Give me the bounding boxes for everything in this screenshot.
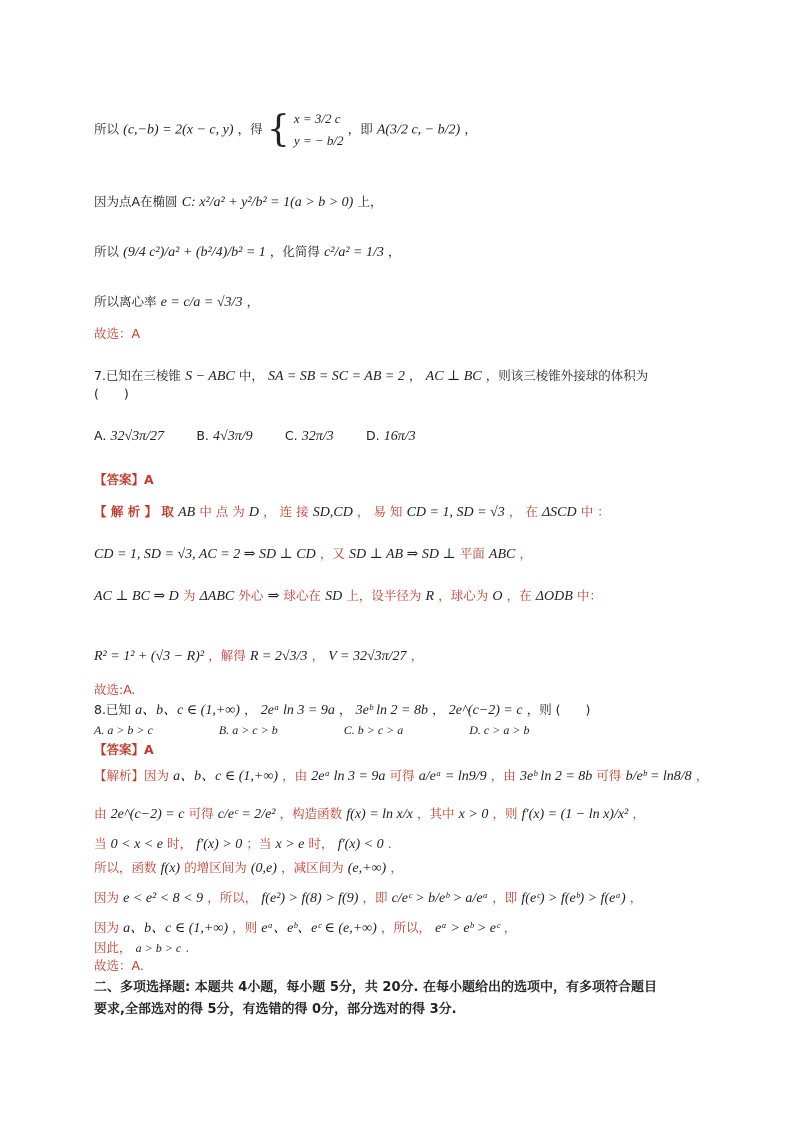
question-8-options <box>94 720 529 740</box>
question-8-result: 故选：A. <box>94 958 144 973</box>
question-7-step2: CD = 1, SD = √3, AC = 2 ⇒ SD ⊥ CD ，又 SD ⊥ AB ⇒ SD ⊥ 平面 ABC ， <box>94 546 533 562</box>
question-8-step3: 当 0 < x < e 时， f′(x) > 0 ；当 x > e 时， f′(x) < 0 . <box>94 836 392 852</box>
question-7-step4: R² = 1² + (√3 − R)² ，解得 R = 2√3/3 ， V = 32√3π/27 ， <box>94 648 424 664</box>
option-a: 32√3π/27 <box>110 429 165 444</box>
question-7-result: 故选:A. <box>94 682 136 697</box>
section-2-heading-line2: 要求,全部选对的得 5分，有选错的得 0分，部分选对的得 3分. <box>94 1002 457 1017</box>
option-c: C. b > c > a <box>343 723 404 737</box>
system-brace: { <box>266 109 290 150</box>
solution-line-simplify: 所以 (9/4 c²)/a² + (b²/4)/b² = 1 ，化简得 c²/a² = 1/3 ， <box>94 244 401 260</box>
question-8-stem: 8.已知 a、b、c ∈ (1,+∞) ， 2eᵃ ln 3 = 9a ， 3eᵇ ln 2 = 8b ， 2e^(c−2) = c ，则 ( ) <box>94 702 591 718</box>
section-2-heading-line1: 二、多项选择题: 本题共 4小题，每小题 5分，共 20分. 在每小题给出的选项中，有多项符合题目 <box>94 980 657 995</box>
question-8-step2: 由 2e^(c−2) = c 可得 c/eᶜ = 2/e² ，构造函数 f(x) = ln x/x ，其中 x > 0 ，则 f′(x) = (1 − ln x)/x² ， <box>94 806 645 822</box>
option-b: 4√3π/9 <box>213 429 253 444</box>
question-8-step7: 因此， a > b > c . <box>94 940 190 955</box>
question-7-step3: AC ⊥ BC ⇒ D 为 ΔABC 外心 ⇒ 球心在 SD 上，设半径为 R ，球心为 O ，在 ΔODB 中： <box>94 588 602 604</box>
question-7-paren: ( ) <box>94 386 129 401</box>
ellipse-equation: C: x²/a² + y²/b² = 1(a > b > 0) <box>181 195 354 210</box>
solution-line-eccentricity: 所以离心率 e = c/a = √3/3 ， <box>94 294 260 310</box>
option-b: B. a > c > b <box>218 723 278 737</box>
question-8-step5: 因为 e < e² < 8 < 9 ，所以， f(e²) > f(8) > f(9) ，即 c/eᶜ > b/eᵇ > a/eᵃ ，即 f(eᶜ) > f(eᵇ) > f(eᵃ) ， <box>94 890 643 906</box>
question-8-step4: 所以，函数 f(x) 的增区间为 (0,e) ，减区间为 (e,+∞) ， <box>94 860 403 876</box>
equation-system: x = 3/2 c y = − b/2 <box>293 111 344 148</box>
question-7-analysis: 【 解 析 】 取 AB 中 点 为 D ， 连 接 SD,CD ， 易 知 CD = 1, SD = √3 ， 在 ΔSCD 中 ： <box>94 504 610 520</box>
question-8-step1: 【解析】因为 a、b、c ∈ (1,+∞) ，由 2eᵃ ln 3 = 9a 可得 a/eᵃ = ln9/9 ，由 3eᵇ ln 2 = 8b 可得 b/eᵇ = ln8/8 ， <box>94 768 709 784</box>
choice-result-6: 故选：A <box>94 326 141 341</box>
question-7-stem: 7.已知在三棱锥 S − ABC 中， SA = SB = SC = AB = 2 ， AC ⊥ BC ，则该三棱锥外接球的体积为 <box>94 368 649 384</box>
question-8-answer: 【答案】A <box>94 742 154 757</box>
option-c: 32π/3 <box>301 429 334 444</box>
solution-line-ellipse: 因为点A在椭圆 C: x²/a² + y²/b² = 1(a > b > 0) 上， <box>94 194 383 210</box>
option-a: A. a > b > c <box>94 723 153 737</box>
solution-line-vector: 所以 (c,−b) = 2(x − c, y) ，得 { x = 3/2 c y = − b/2 ，即 A(3/2 c, − b/2) ， <box>94 109 477 150</box>
option-d: 16π/3 <box>383 429 416 444</box>
question-8-step6: 因为 a、b、c ∈ (1,+∞) ，则 eᵃ、eᵇ、eᶜ ∈ (e,+∞) ，所以， eᵃ > eᵇ > eᶜ ， <box>94 920 517 936</box>
question-7-answer: 【答案】A <box>94 472 154 487</box>
option-d: D. c > a > b <box>469 723 530 737</box>
question-7-options: A. 32√3π/27 B. 4√3π/9 C. 32π/3 D. 16π/3 <box>94 428 416 444</box>
vector-equation: (c,−b) = 2(x − c, y) <box>123 122 234 138</box>
